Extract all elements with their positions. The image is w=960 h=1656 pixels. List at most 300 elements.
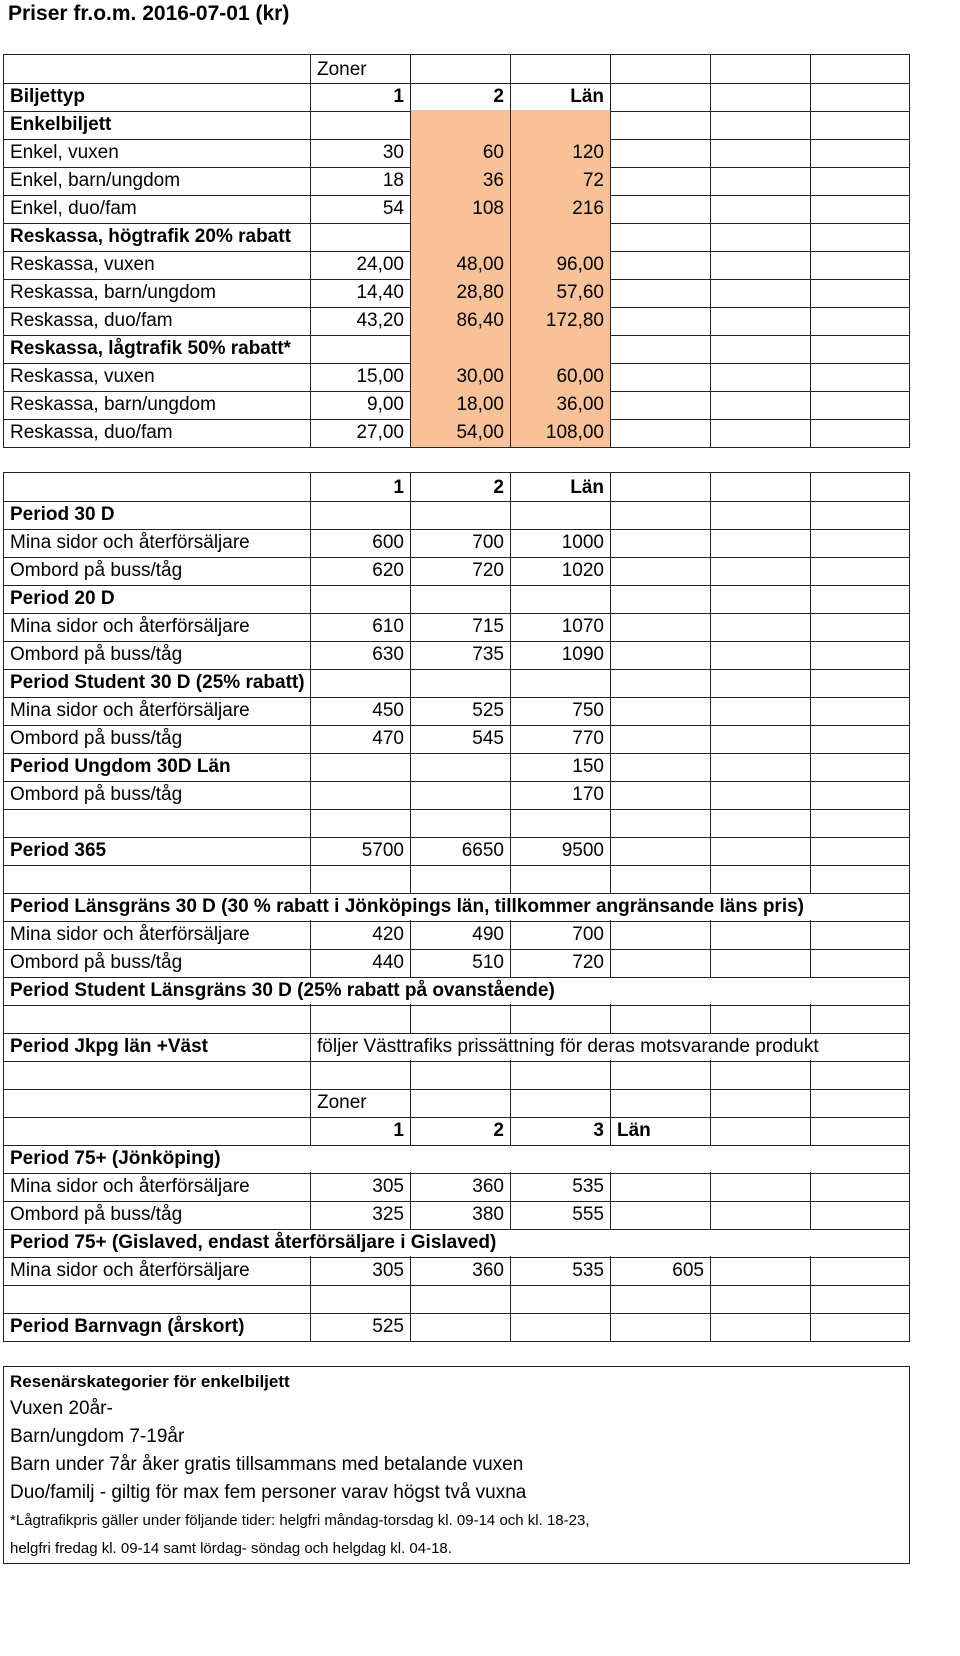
empty-cell [610,668,710,698]
row-label: Period 20 D [3,584,310,614]
value-cell [510,110,610,140]
empty-cell [810,166,910,196]
row-label: Period Jkpg län +Väst [3,1032,310,1062]
column-header: 2 [410,82,510,112]
empty-cell [710,584,810,614]
row-label: Mina sidor och återförsäljare [3,920,310,950]
empty-cell [810,362,910,392]
value-cell: 450 [310,696,410,726]
empty-cell [610,82,710,112]
value-cell: 14,40 [310,278,410,308]
table-row [3,668,910,698]
zoner-row [3,1088,910,1118]
value-cell: 108,00 [510,418,610,448]
column-header: 3 [510,1116,610,1146]
value-cell [410,500,510,530]
value-cell: 5700 [310,836,410,866]
value-cell: 620 [310,556,410,586]
table-row [3,306,910,336]
table-row [3,1032,910,1062]
empty-cell [3,1088,310,1118]
row-label: Enkelbiljett [3,110,310,140]
value-cell: 120 [510,138,610,168]
table-row [3,194,910,224]
table-row [3,892,910,922]
value-cell: 720 [510,948,610,978]
table-row [3,752,910,782]
empty-cell [710,1256,810,1286]
row-label: Mina sidor och återförsäljare [3,1256,310,1286]
column-header: 2 [410,1116,510,1146]
table-row [3,780,910,810]
value-cell: 60,00 [510,362,610,392]
empty-cell [710,1060,810,1090]
empty-cell [610,1284,710,1314]
table-row [3,836,910,866]
value-cell: 9500 [510,836,610,866]
table-row [3,1172,910,1202]
notes-line: Barn under 7år åker gratis tillsammans med betalande vuxen [3,1450,910,1480]
notes-line-row [3,1422,910,1452]
empty-cell [610,418,710,448]
value-cell [410,222,510,252]
value-cell: 18 [310,166,410,196]
empty-cell [610,54,710,84]
empty-cell [710,668,810,698]
table-row [3,640,910,670]
empty-cell [610,780,710,810]
table-row [3,166,910,196]
row-label: Period Student Länsgräns 30 D (25% rabatt på ovanstående) [3,976,910,1006]
empty-cell [710,1116,810,1146]
value-cell [310,584,410,614]
value-cell: 96,00 [510,250,610,280]
value-cell: 525 [310,1312,410,1342]
value-cell [410,668,510,698]
value-cell: 555 [510,1200,610,1230]
empty-cell [710,138,810,168]
empty-cell [710,222,810,252]
row-label [3,1284,310,1314]
row-label: Ombord på buss/tåg [3,948,310,978]
empty-cell [610,808,710,838]
table-row [3,1060,910,1090]
empty-cell [710,1200,810,1230]
notes-small-row [3,1506,910,1536]
value-cell: 30,00 [410,362,510,392]
empty-cell [710,278,810,308]
empty-cell [710,362,810,392]
value-cell: 360 [410,1172,510,1202]
empty-cell [810,1200,910,1230]
value-cell: 470 [310,724,410,754]
column-header: 1 [310,472,410,502]
empty-cell [810,1256,910,1286]
value-cell: 24,00 [310,250,410,280]
empty-cell [610,166,710,196]
table-row [3,948,910,978]
empty-cell [810,640,910,670]
value-cell: 72 [510,166,610,196]
empty-cell [610,696,710,726]
empty-cell [810,808,910,838]
row-label: Mina sidor och återförsäljare [3,612,310,642]
table-row [3,222,910,252]
empty-cell [710,1312,810,1342]
table-row [3,418,910,448]
value-cell: 1070 [510,612,610,642]
table-row [3,976,910,1006]
empty-cell [610,920,710,950]
empty-cell [810,724,910,754]
empty-cell [610,612,710,642]
table-row [3,1200,910,1230]
value-cell: 108 [410,194,510,224]
empty-cell [710,306,810,336]
empty-cell [810,948,910,978]
empty-cell [710,390,810,420]
notes-line: Barn/ungdom 7-19år [3,1422,910,1452]
empty-cell [3,1116,310,1146]
column-header: Län [610,1116,710,1146]
empty-cell [310,1284,410,1314]
value-cell: 525 [410,696,510,726]
value-cell [310,780,410,810]
value-cell [510,584,610,614]
value-cell [410,752,510,782]
column-header: Biljettyp [3,82,310,112]
row-label [3,808,310,838]
empty-cell [610,390,710,420]
table-row [3,920,910,950]
empty-cell [810,836,910,866]
value-cell [310,222,410,252]
value-cell: 770 [510,724,610,754]
column-header: 2 [410,472,510,502]
value-cell [310,334,410,364]
row-label: Reskassa, lågtrafik 50% rabatt* [3,334,310,364]
value-cell [310,110,410,140]
empty-cell [710,1172,810,1202]
empty-cell [610,1060,710,1090]
table-row [3,390,910,420]
row-label: Period Barnvagn (årskort) [3,1312,310,1342]
empty-cell [710,166,810,196]
row-label: Reskassa, vuxen [3,362,310,392]
value-cell: 54,00 [410,418,510,448]
table-row [3,808,910,838]
value-cell [310,500,410,530]
value-cell [410,780,510,810]
empty-cell [710,640,810,670]
empty-cell [810,556,910,586]
value-cell [510,500,610,530]
empty-cell [410,54,510,84]
table-row [3,612,910,642]
row-label: Mina sidor och återförsäljare [3,1172,310,1202]
empty-cell [810,250,910,280]
empty-cell [810,1172,910,1202]
empty-cell [810,54,910,84]
value-cell: 1090 [510,640,610,670]
row-label: Period 75+ (Gislaved, endast återförsäljare i Gislaved) [3,1228,910,1258]
empty-cell [410,864,510,894]
notes-line: Duo/familj - giltig för max fem personer varav högst två vuxna [3,1478,910,1508]
empty-cell [710,250,810,280]
row-label [3,864,310,894]
empty-cell [810,472,910,502]
table-row [3,1144,910,1174]
value-cell: 630 [310,640,410,670]
value-cell [510,668,610,698]
empty-cell [710,948,810,978]
empty-cell [710,724,810,754]
row-label: Period Länsgräns 30 D (30 % rabatt i Jönköpings län, tillkommer angränsande läns pris) [3,892,910,922]
value-cell: 36,00 [510,390,610,420]
value-cell: 750 [510,696,610,726]
empty-cell [710,808,810,838]
value-cell [610,1200,710,1230]
header-row [3,472,910,502]
empty-cell [610,500,710,530]
empty-cell [510,1088,610,1118]
value-cell: 715 [410,612,510,642]
empty-cell [410,1312,510,1342]
row-label: Period 30 D [3,500,310,530]
row-label: Reskassa, barn/ungdom [3,390,310,420]
empty-cell [810,222,910,252]
empty-cell [710,920,810,950]
zoner-row [3,54,910,84]
value-cell: 380 [410,1200,510,1230]
row-label: Ombord på buss/tåg [3,556,310,586]
empty-cell [810,1004,910,1034]
notes-heading: Resenärskategorier för enkelbiljett [3,1366,910,1396]
value-cell: 535 [510,1256,610,1286]
table-row [3,696,910,726]
row-note: följer Västtrafiks prissättning för deras motsvarande produkt [310,1032,910,1062]
empty-cell [810,82,910,112]
row-label: Period 365 [3,836,310,866]
empty-cell [610,222,710,252]
empty-cell [810,194,910,224]
empty-cell [610,948,710,978]
row-label: Enkel, duo/fam [3,194,310,224]
empty-cell [610,1312,710,1342]
notes-footnote: helgfri fredag kl. 09-14 samt lördag- söndag och helgdag kl. 04-18. [3,1534,910,1564]
row-label: Reskassa, duo/fam [3,306,310,336]
empty-cell [610,640,710,670]
table-row [3,138,910,168]
empty-cell [710,418,810,448]
zoner-label: Zoner [310,1088,410,1118]
column-header [3,472,310,502]
value-cell: 700 [510,920,610,950]
empty-cell [710,54,810,84]
notes-small-row [3,1534,910,1564]
notes-line-row [3,1478,910,1508]
table-row [3,278,910,308]
row-label: Ombord på buss/tåg [3,724,310,754]
notes-line-row [3,1450,910,1480]
value-cell: 545 [410,724,510,754]
empty-cell [710,82,810,112]
table-row [3,1228,910,1258]
empty-cell [710,110,810,140]
empty-cell [810,1312,910,1342]
value-cell: 36 [410,166,510,196]
header-row [3,1116,910,1146]
value-cell: 490 [410,920,510,950]
row-label: Period Ungdom 30D Län [3,752,310,782]
table-row [3,528,910,558]
price-sheet [3,0,960,1656]
value-cell: 86,40 [410,306,510,336]
value-cell: 1020 [510,556,610,586]
empty-cell [610,752,710,782]
empty-cell [810,1284,910,1314]
empty-cell [610,278,710,308]
empty-cell [510,1312,610,1342]
empty-cell [510,1060,610,1090]
empty-cell [810,306,910,336]
empty-cell [810,138,910,168]
empty-cell [710,836,810,866]
table-row [3,1004,910,1034]
value-cell [410,334,510,364]
row-label: Ombord på buss/tåg [3,780,310,810]
value-cell: 54 [310,194,410,224]
empty-cell [610,250,710,280]
empty-cell [610,836,710,866]
column-header: Län [510,82,610,112]
empty-cell [610,110,710,140]
value-cell: 360 [410,1256,510,1286]
table-row [3,1256,910,1286]
empty-cell [610,1004,710,1034]
value-cell: 43,20 [310,306,410,336]
value-cell: 15,00 [310,362,410,392]
empty-cell [610,194,710,224]
value-cell: 440 [310,948,410,978]
empty-cell [810,418,910,448]
row-label: Period Student 30 D (25% rabatt) [3,668,310,698]
value-cell: 170 [510,780,610,810]
empty-cell [710,1284,810,1314]
notes-line: Vuxen 20år- [3,1394,910,1424]
value-cell: 27,00 [310,418,410,448]
value-cell [310,668,410,698]
empty-cell [710,1088,810,1118]
value-cell: 600 [310,528,410,558]
empty-cell [410,1284,510,1314]
table-row [3,584,910,614]
value-cell: 720 [410,556,510,586]
empty-cell [610,138,710,168]
empty-cell [610,528,710,558]
empty-cell [610,864,710,894]
empty-cell [810,528,910,558]
notes-footnote: *Lågtrafikpris gäller under följande tider: helgfri måndag-torsdag kl. 09-14 och kl. 18-23, [3,1506,910,1536]
header-row [3,82,910,112]
value-cell: 420 [310,920,410,950]
empty-cell [710,472,810,502]
row-label: Ombord på buss/tåg [3,640,310,670]
empty-cell [810,390,910,420]
empty-cell [610,472,710,502]
empty-cell [810,752,910,782]
value-cell: 9,00 [310,390,410,420]
column-header: 1 [310,1116,410,1146]
empty-cell [510,54,610,84]
value-cell [510,222,610,252]
empty-cell [710,696,810,726]
empty-cell [610,362,710,392]
row-label [3,1060,310,1090]
value-cell: 610 [310,612,410,642]
page-title: Priser fr.o.m. 2016-07-01 (kr) [8,2,290,25]
empty-cell [310,808,410,838]
empty-cell [710,334,810,364]
row-label: Mina sidor och återförsäljare [3,696,310,726]
empty-cell [810,920,910,950]
empty-cell [810,1060,910,1090]
value-cell: 510 [410,948,510,978]
empty-cell [810,500,910,530]
empty-cell [810,696,910,726]
value-cell [410,110,510,140]
empty-cell [810,278,910,308]
value-cell: 172,80 [510,306,610,336]
empty-cell [710,528,810,558]
empty-cell [710,612,810,642]
empty-cell [710,864,810,894]
row-label: Reskassa, högtrafik 20% rabatt [3,222,310,252]
value-cell: 305 [310,1256,410,1286]
column-header: 1 [310,82,410,112]
row-label: Reskassa, vuxen [3,250,310,280]
table-row [3,556,910,586]
empty-cell [510,808,610,838]
empty-cell [810,334,910,364]
row-label: Period 75+ (Jönköping) [3,1144,910,1174]
value-cell: 18,00 [410,390,510,420]
empty-cell [610,556,710,586]
empty-cell [810,1088,910,1118]
empty-cell [810,110,910,140]
empty-cell [510,1284,610,1314]
row-label: Enkel, barn/ungdom [3,166,310,196]
empty-cell [610,584,710,614]
value-cell: 305 [310,1172,410,1202]
empty-cell [310,1004,410,1034]
empty-cell [710,1004,810,1034]
empty-cell [610,306,710,336]
empty-cell [810,780,910,810]
value-cell: 48,00 [410,250,510,280]
empty-cell [610,724,710,754]
value-cell: 605 [610,1256,710,1286]
row-label: Ombord på buss/tåg [3,1200,310,1230]
table-row [3,110,910,140]
value-cell: 700 [410,528,510,558]
value-cell: 30 [310,138,410,168]
value-cell [410,584,510,614]
empty-cell [610,334,710,364]
value-cell: 57,60 [510,278,610,308]
table-row [3,864,910,894]
empty-cell [610,1088,710,1118]
